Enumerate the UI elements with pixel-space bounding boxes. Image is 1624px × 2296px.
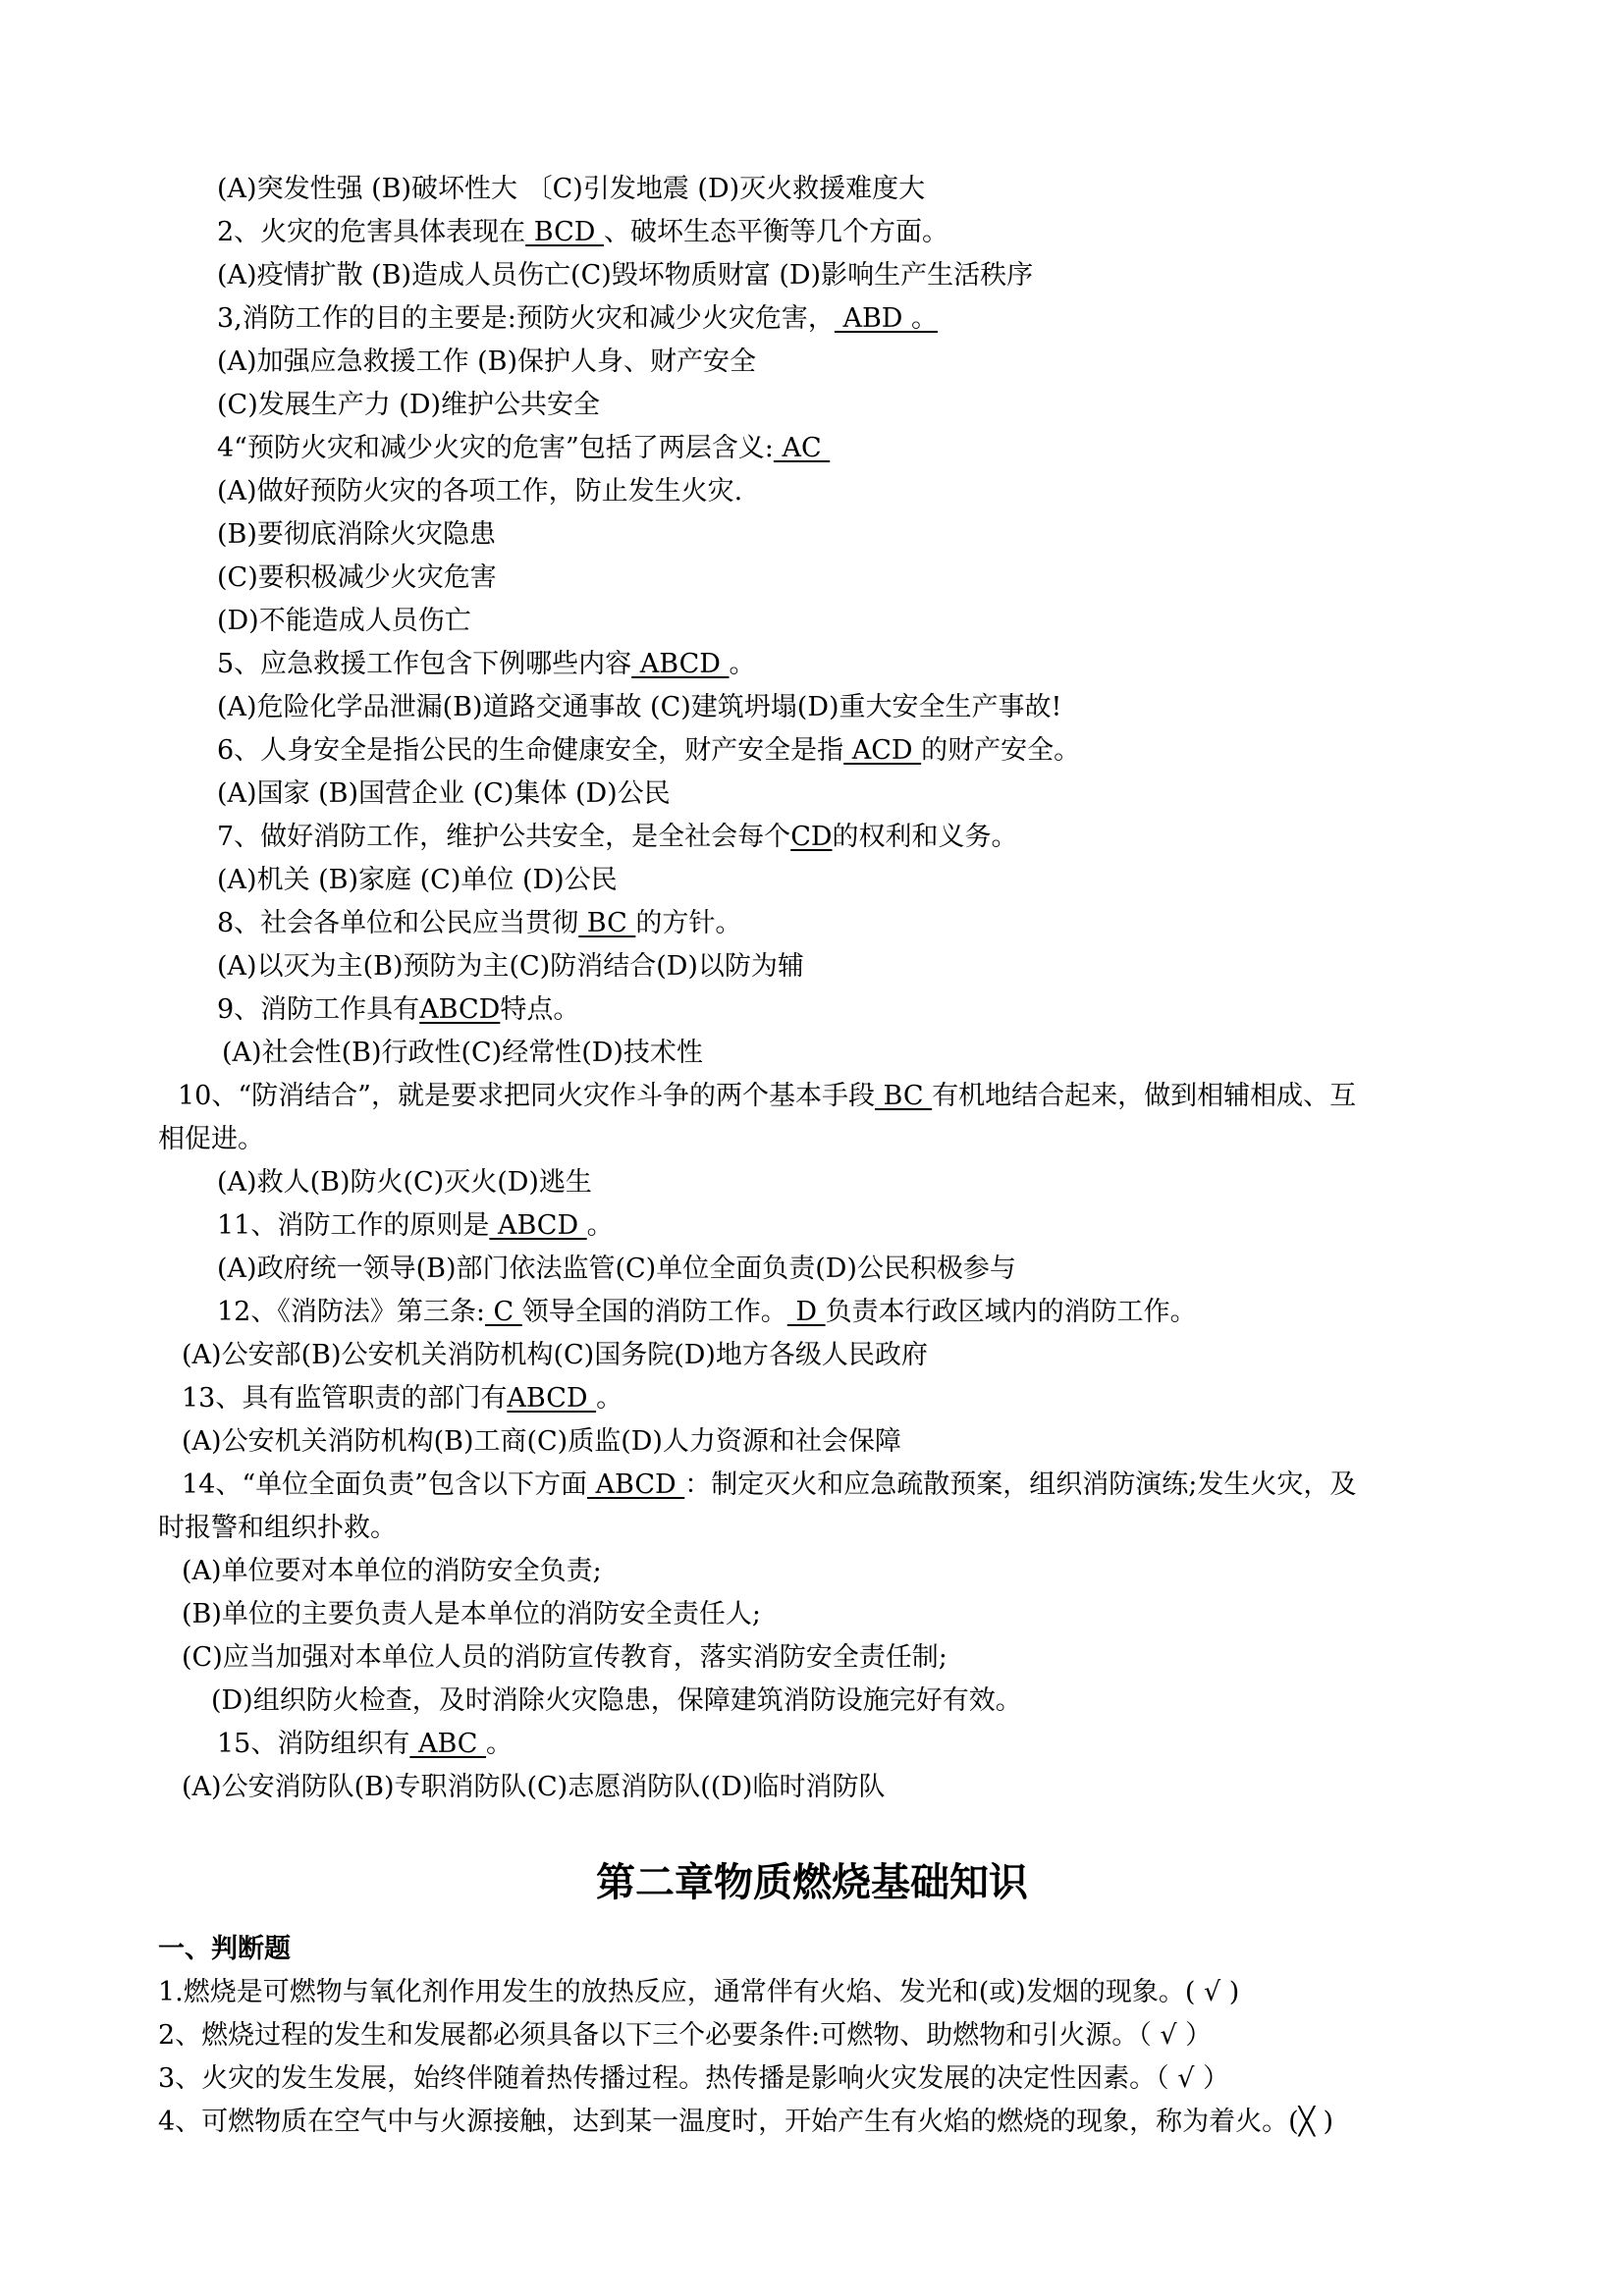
- question-7: 7、做好消防工作，维护公共安全，是全社会每个CD的权利和义务。: [217, 822, 1018, 852]
- judge-item-2: 2、燃烧过程的发生和发展都必须具备以下三个必要条件:可燃物、助燃物和引火源。（ √ ）: [158, 2020, 1213, 2051]
- judge-item-3: 3、火灾的发生发展，始终伴随着热传播过程。热传播是影响火灾发展的决定性因素。（ √ ）: [158, 2063, 1230, 2094]
- answer-blank: BC: [578, 908, 636, 938]
- question-3: 3,消防工作的目的主要是:预防火灾和减少火灾危害， ABD 。: [217, 303, 939, 334]
- q3-options-2: (C)发展生产力 (D)维护公共安全: [217, 390, 601, 420]
- answer-blank: D: [786, 1297, 826, 1327]
- q8-options: (A)以灭为主(B)预防为主(C)防消结合(D)以防为辅: [217, 951, 804, 982]
- question-11: 11、消防工作的原则是 ABCD 。: [217, 1210, 614, 1241]
- question-13: 13、具有监管职责的部门有ABCD 。: [182, 1383, 623, 1414]
- answer-blank: ABCD: [631, 649, 730, 679]
- q10-continuation: 相促进。: [158, 1124, 264, 1154]
- answer-blank: AC: [773, 433, 831, 463]
- q14-option-b: (B)单位的主要负责人是本单位的消防安全责任人;: [182, 1599, 762, 1629]
- answer-blank: ABD 。: [834, 303, 939, 334]
- q2-options: (A)疫情扩散 (B)造成人员伤亡(C)毁坏物质财富 (D)影响生产生活秩序: [217, 260, 1034, 291]
- q13-options: (A)公安机关消防机构(B)工商(C)质监(D)人力资源和社会保障: [182, 1426, 901, 1457]
- answer-blank: ABC: [409, 1729, 487, 1759]
- answer-blank: ACD: [843, 735, 922, 766]
- chapter-title: 第二章物质燃烧基础知识: [596, 1860, 1028, 1905]
- answer-blank: BCD: [525, 217, 605, 247]
- q4-option-a: (A)做好预防火灾的各项工作，防止发生火灾.: [217, 476, 743, 507]
- q14-option-c: (C)应当加强对本单位人员的消防宣传教育，落实消防安全责任制;: [182, 1642, 947, 1673]
- q11-options: (A)政府统一领导(B)部门依法监管(C)单位全面负责(D)公民积极参与: [217, 1254, 1016, 1284]
- q5-options: (A)危险化学品泄漏(B)道路交通事故 (C)建筑坍塌(D)重大安全生产事故!: [217, 692, 1062, 722]
- question-4: 4“预防火灾和减少火灾的危害”包括了两层含义: AC: [217, 433, 831, 463]
- q12-options: (A)公安部(B)公安机关消防机构(C)国务院(D)地方各级人民政府: [182, 1340, 928, 1370]
- q6-options: (A)国家 (B)国营企业 (C)集体 (D)公民: [217, 778, 671, 809]
- answer-blank: C: [484, 1297, 522, 1327]
- question-8: 8、社会各单位和公民应当贯彻 BC 的方针。: [217, 908, 742, 938]
- q10-options: (A)救人(B)防火(C)灭火(D)逃生: [217, 1167, 592, 1198]
- answer-blank: ABCD: [507, 1383, 597, 1414]
- section-title: 一、判断题: [158, 1934, 291, 1964]
- q4-option-c: (C)要积极减少火灾危害: [217, 562, 497, 593]
- q15-options: (A)公安消防队(B)专职消防队(C)志愿消防队((D)临时消防队: [182, 1772, 886, 1802]
- answer-blank: ABCD: [419, 994, 501, 1025]
- question-10: 10、“防消结合”，就是要求把同火灾作斗争的两个基本手段 BC 有机地结合起来，做到相辅相成、互: [178, 1081, 1357, 1111]
- judge-item-1: 1.燃烧是可燃物与氧化剂作用发生的放热反应，通常伴有火焰、发光和(或)发烟的现象。( √ ): [158, 1977, 1240, 2007]
- q7-options: (A)机关 (B)家庭 (C)单位 (D)公民: [217, 865, 618, 895]
- q3-options-1: (A)加强应急救援工作 (B)保护人身、财产安全: [217, 347, 757, 377]
- answer-blank: CD: [790, 822, 833, 852]
- question-14: 14、“单位全面负责”包含以下方面 ABCD ：制定灭火和应急疏散预案，组织消防演练;发生火灾，及: [182, 1469, 1357, 1500]
- question-6: 6、人身安全是指公民的生命健康安全，财产安全是指 ACD 的财产安全。: [217, 735, 1081, 766]
- question-15: 15、消防组织有 ABC 。: [217, 1729, 514, 1759]
- q9-options: (A)社会性(B)行政性(C)经常性(D)技术性: [222, 1038, 703, 1068]
- q4-option-d: (D)不能造成人员伤亡: [217, 606, 471, 636]
- answer-blank: BC: [874, 1081, 933, 1111]
- question-12: 12、《消防法》第三条: C 领导全国的消防工作。 D 负责本行政区域内的消防工作。: [217, 1297, 1197, 1327]
- q1-options: (A)突发性强 (B)破坏性大 〔C)引发地震 (D)灭火救援难度大: [217, 174, 926, 204]
- q14-option-d: (D)组织防火检查，及时消除火灾隐患，保障建筑消防设施完好有效。: [211, 1685, 1022, 1716]
- question-2: 2、火灾的危害具体表现在 BCD 、破坏生态平衡等几个方面。: [217, 217, 949, 247]
- q14-continuation: 时报警和组织扑救。: [158, 1513, 397, 1543]
- answer-blank: ABCD: [489, 1210, 587, 1241]
- q14-option-a: (A)单位要对本单位的消防安全负责;: [182, 1556, 602, 1586]
- answer-blank: ABCD: [586, 1469, 685, 1500]
- q4-option-b: (B)要彻底消除火灾隐患: [217, 519, 496, 550]
- judge-item-4: 4、可燃物质在空气中与火源接触，达到某一温度时，开始产生有火焰的燃烧的现象，称为着火。(╳ ): [158, 2107, 1334, 2137]
- question-5: 5、应急救援工作包含下例哪些内容 ABCD 。: [217, 649, 756, 679]
- question-9: 9、消防工作具有ABCD特点。: [217, 994, 580, 1025]
